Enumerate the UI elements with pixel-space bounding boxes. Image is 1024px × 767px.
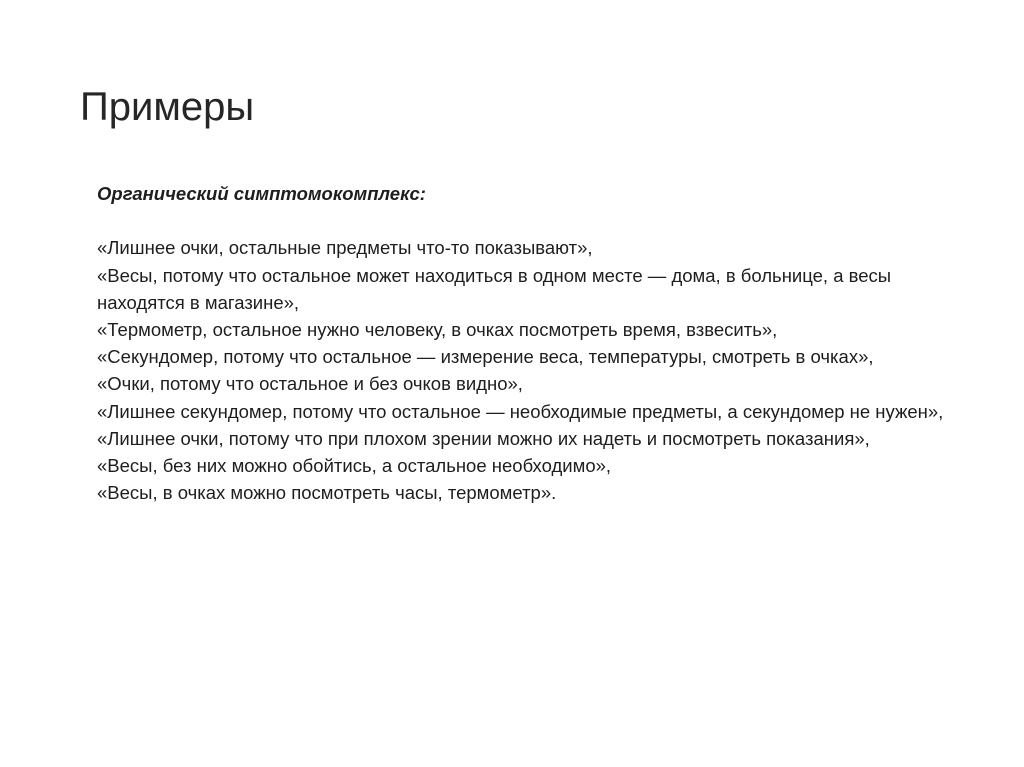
slide-title: Примеры [80, 85, 255, 129]
quote-list [97, 234, 957, 506]
quote-item: «Секундомер, потому что остальное — измерение веса, температуры, смотреть в очках», [97, 346, 874, 368]
quote-item: «Весы, без них можно обойтись, а остальное необходимо», [97, 455, 612, 477]
quote-item: «Лишнее секундомер, потому что остальное — необходимые предметы, а секундомер не нужен», [97, 400, 944, 422]
quote-item: «Весы, в очках можно посмотреть часы, термометр». [97, 482, 557, 504]
quote-item: «Очки, потому что остальное и без очков видно», [97, 373, 523, 395]
quote-item: «Весы, потому что остальное может находиться в одном месте — дома, в больнице, а весы находятся в магазине», [97, 264, 892, 313]
spacer [97, 207, 957, 234]
quote-item: «Лишнее очки, потому что при плохом зрении можно их надеть и посмотреть показания», [97, 427, 870, 449]
subheading: Органический симптомокомплекс: [97, 183, 426, 204]
slide-body [97, 180, 957, 506]
quote-item: «Лишнее очки, остальные предметы что-то показывают», [97, 237, 593, 259]
quote-item: «Термометр, остальное нужно человеку, в очках посмотреть время, взвесить», [97, 319, 778, 340]
